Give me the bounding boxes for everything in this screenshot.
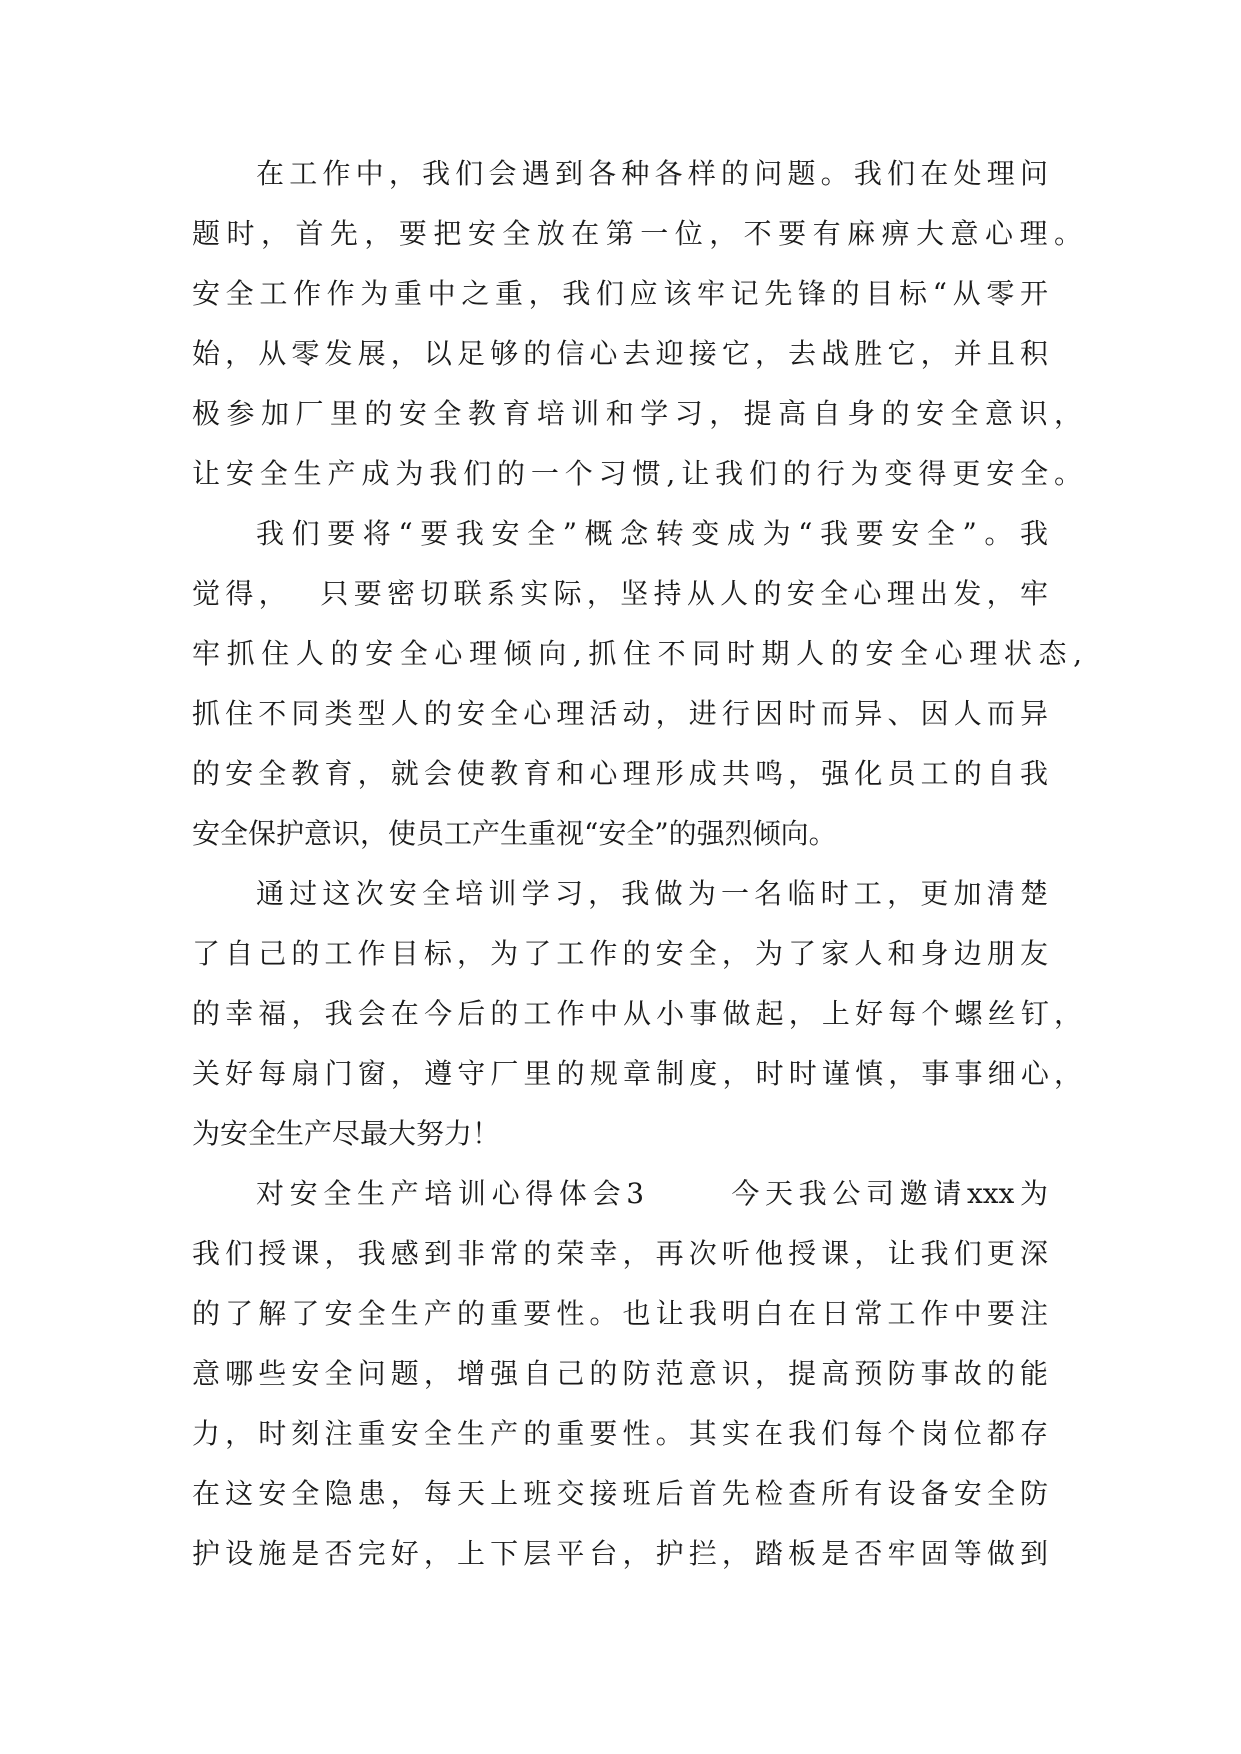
paragraph-3-line-5: 为安全生产尽最大努力！ — [192, 1117, 501, 1150]
paragraph-2-line-2: 觉得， 只要密切联系实际，坚持从人的安全心理出发，牢 — [192, 577, 1048, 610]
paragraph-2-line-1: 我们要将“要我安全”概念转变成为“我要安全”。我 — [256, 517, 1048, 550]
paragraph-4-line-6: 在这安全隐患，每天上班交接班后首先检查所有设备安全防 — [192, 1477, 1048, 1510]
paragraph-2-line-5: 的安全教育，就会使教育和心理形成共鸣，强化员工的自我 — [192, 757, 1048, 790]
paragraph-1-line-3: 安全工作作为重中之重，我们应该牢记先锋的目标“从零开 — [192, 277, 1048, 310]
paragraph-2-line-4: 抓住不同类型人的安全心理活动，进行因时而异、因人而异 — [192, 697, 1048, 730]
paragraph-4-line-3: 的了解了安全生产的重要性。也让我明白在日常工作中要注 — [192, 1297, 1048, 1330]
paragraph-2-line-3: 牢抓住人的安全心理倾向,抓住不同时期人的安全心理状态, — [192, 637, 1082, 670]
paragraph-1-line-4: 始，从零发展，以足够的信心去迎接它，去战胜它，并且积 — [192, 337, 1048, 370]
paragraph-3-line-2: 了自己的工作目标，为了工作的安全，为了家人和身边朋友 — [192, 937, 1048, 970]
paragraph-3-line-1: 通过这次安全培训学习，我做为一名临时工，更加清楚 — [256, 877, 1048, 910]
paragraph-1-line-2: 题时，首先，要把安全放在第一位，不要有麻痹大意心理。 — [192, 217, 1082, 250]
paragraph-1-line-1: 在工作中，我们会遇到各种各样的问题。我们在处理问 — [256, 157, 1048, 190]
paragraph-4-line-1: 对安全生产培训心得体会3 今天我公司邀请xxx为 — [256, 1177, 1048, 1210]
paragraph-2-line-6: 安全保护意识，使员工产生重视“安全”的强烈倾向。 — [192, 817, 837, 850]
paragraph-4-line-7: 护设施是否完好，上下层平台，护拦，踏板是否牢固等做到 — [192, 1537, 1048, 1570]
paragraph-1-line-6: 让安全生产成为我们的一个习惯,让我们的行为变得更安全。 — [192, 457, 1082, 490]
paragraph-3-line-3: 的幸福，我会在今后的工作中从小事做起，上好每个螺丝钉， — [192, 997, 1082, 1030]
paragraph-4-line-4: 意哪些安全问题，增强自己的防范意识，提高预防事故的能 — [192, 1357, 1048, 1390]
paragraph-4-line-5: 力，时刻注重安全生产的重要性。其实在我们每个岗位都存 — [192, 1417, 1048, 1450]
paragraph-4-line-2: 我们授课，我感到非常的荣幸，再次听他授课，让我们更深 — [192, 1237, 1048, 1270]
paragraph-3-line-4: 关好每扇门窗，遵守厂里的规章制度，时时谨慎，事事细心， — [192, 1057, 1082, 1090]
paragraph-1-line-5: 极参加厂里的安全教育培训和学习，提高自身的安全意识， — [192, 397, 1082, 430]
